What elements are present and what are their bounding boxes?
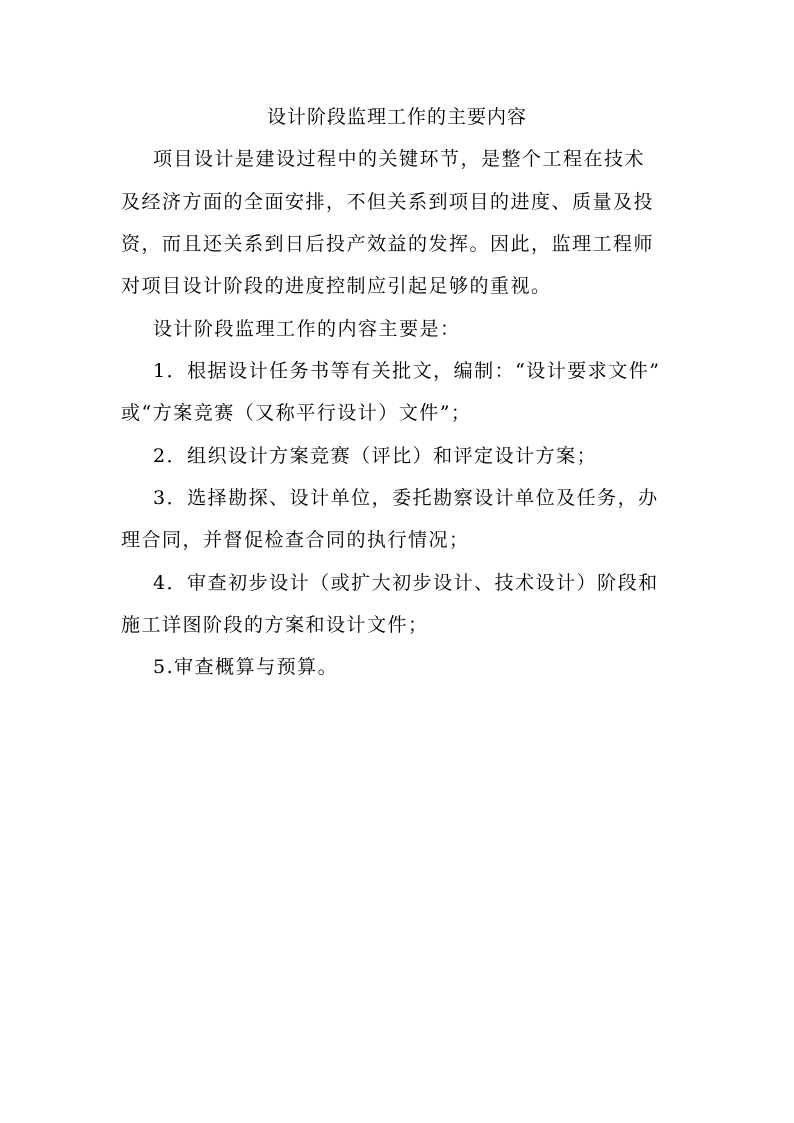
paragraph-line: 项目设计是建设过程中的关键环节，是整个工程在技术	[153, 148, 646, 170]
paragraph-line: 及经济方面的全面安排，不但关系到项目的进度、质量及投	[121, 191, 655, 213]
list-item-line: 5.审查概算与预算。	[153, 656, 339, 678]
list-item-line: 理合同，并督促检查合同的执行情况；	[121, 529, 470, 551]
list-item-line: 4．审查初步设计（或扩大初步设计、技术设计）阶段和	[153, 572, 659, 594]
paragraph-line: 资，而且还关系到日后投产效益的发挥。因此，监理工程师	[121, 233, 655, 255]
list-intro: 设计阶段监理工作的内容主要是：	[153, 318, 461, 340]
list-item-line: 1．根据设计任务书等有关批文，编制：“设计要求文件”	[153, 360, 661, 382]
paragraph-line: 对项目设计阶段的进度控制应引起足够的重视。	[121, 275, 552, 297]
list-item-line: 施工详图阶段的方案和设计文件；	[121, 614, 429, 636]
document-title: 设计阶段监理工作的主要内容	[266, 106, 527, 128]
list-item-line: 2．组织设计方案竞赛（评比）和评定设计方案；	[153, 445, 598, 467]
list-item-line: 或“方案竞赛（又称平行设计）文件”；	[121, 402, 472, 424]
list-item-line: 3．选择勘探、设计单位，委托勘察设计单位及任务，办	[153, 487, 659, 509]
